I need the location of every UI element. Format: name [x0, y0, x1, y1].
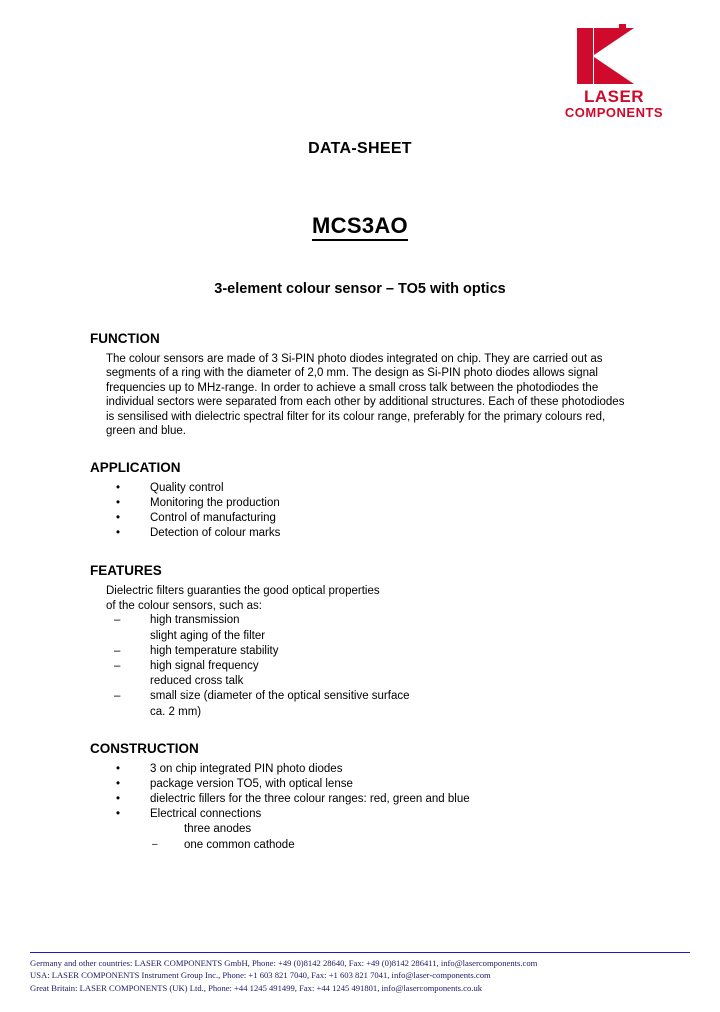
dash-marker: – — [114, 659, 121, 672]
bullet-marker: • — [116, 527, 121, 540]
footer-contact-germany: Germany and other countries: LASER COMPONENTS GmbH, Phone: +49 (0)8142 28640, Fax: +49 (0)8142 286411, info@lasercomponents.com — [30, 957, 538, 968]
dash-marker — [106, 705, 150, 720]
part-number-text: MCS3AO — [312, 213, 408, 241]
list-item — [106, 659, 632, 674]
construction-list — [90, 762, 632, 823]
list-item — [106, 705, 632, 720]
list-item — [106, 496, 632, 511]
section-heading: CONSTRUCTION — [90, 740, 199, 756]
list-item — [106, 674, 632, 689]
list-item-label: dielectric fillers for the three colour ranges: red, green and blue — [150, 793, 470, 806]
list-item-label: 3 on chip integrated PIN photo diodes — [150, 762, 343, 775]
document-body — [30, 331, 690, 853]
company-logo — [550, 24, 678, 119]
logo-triangle-top-shape — [594, 28, 634, 55]
logo-bar-shape — [577, 28, 593, 84]
footer-contact-uk: Great Britain: LASER COMPONENTS (UK) Ltd., Phone: +44 1245 491499, Fax: +44 1245 491801, info@lasercomponents.co.uk — [30, 982, 483, 993]
bullet-marker: • — [116, 762, 121, 775]
section-heading: APPLICATION — [90, 459, 181, 475]
dash-marker: – — [152, 838, 158, 850]
list-item-label: Monitoring the production — [150, 497, 280, 510]
features-list — [90, 613, 632, 719]
application-list — [90, 481, 632, 542]
list-item — [106, 526, 632, 541]
bullet-marker: • — [116, 481, 121, 494]
part-number-title — [30, 213, 690, 239]
list-item-label: slight aging of the filter — [150, 629, 266, 642]
list-item — [106, 613, 632, 628]
logo-mark-icon — [563, 24, 665, 86]
list-item-label: Quality control — [150, 481, 224, 494]
page-footer — [30, 952, 690, 994]
list-item-label: high transmission — [150, 614, 240, 627]
list-item — [106, 689, 632, 704]
footer-divider — [30, 952, 690, 953]
bullet-marker: • — [116, 512, 121, 525]
section-heading: FEATURES — [90, 562, 162, 578]
dash-marker — [106, 822, 184, 837]
footer-contact-usa: USA: LASER COMPONENTS Instrument Group Inc., Phone: +1 603 821 7040, Fax: +1 603 821 7041, info@laser-components.com — [30, 970, 491, 981]
list-item-label: reduced cross talk — [150, 675, 244, 688]
list-item — [106, 792, 632, 807]
section-heading: FUNCTION — [90, 331, 160, 346]
logo-triangle-bottom-shape — [594, 57, 634, 84]
list-item — [106, 644, 632, 659]
document-title: DATA-SHEET — [308, 140, 412, 157]
features-intro — [90, 584, 632, 614]
list-item-label: Electrical connections — [150, 808, 262, 821]
dash-marker: – — [114, 690, 121, 703]
dash-marker — [106, 674, 150, 689]
product-subtitle: 3-element colour sensor – TO5 with optics — [214, 281, 506, 297]
dash-marker: – — [114, 614, 121, 627]
list-item-label: one common cathode — [184, 838, 295, 851]
list-item-label: Control of manufacturing — [150, 512, 276, 525]
logo-text-components: COMPONENTS — [564, 104, 664, 120]
bullet-marker: • — [116, 793, 121, 806]
features-intro-line: Dielectric filters guaranties the good optical properties — [106, 584, 380, 597]
list-item — [106, 822, 632, 837]
section-construction — [90, 741, 632, 853]
list-item — [106, 777, 632, 792]
logo-square-shape — [619, 24, 626, 31]
list-item-label: package version TO5, with optical lense — [150, 777, 353, 790]
list-item-label: small size (diameter of the optical sensitive surface — [150, 690, 410, 703]
list-item — [106, 762, 632, 777]
dash-marker: – — [114, 644, 121, 657]
list-item-label: ca. 2 mm) — [150, 705, 202, 718]
dash-marker — [106, 629, 150, 644]
features-intro-line: of the colour sensors, such as: — [106, 599, 262, 612]
function-paragraph: The colour sensors are made of 3 Si-PIN photo diodes integrated on chip. They are carried out as segments of a ring with the diameter of 2,0 mm. The design as Si-PIN photo diodes allows signal frequencies up to MHz-range. In order to achieve a small cross talk between the photodiodes the individual sectors were separated from each other by additional structures. Each of these photodiodes is sensilised with dielectric spectral filter for its colour range, preferably for the primary colours red, green and blue. — [106, 353, 625, 438]
bullet-marker: • — [116, 777, 121, 790]
list-item — [106, 629, 632, 644]
list-item — [106, 511, 632, 526]
construction-sublist — [90, 822, 632, 852]
logo-text-laser: LASER — [583, 87, 645, 106]
list-item — [106, 807, 632, 822]
list-item-label: three anodes — [184, 823, 252, 836]
section-application — [90, 460, 632, 542]
list-item-label: high temperature stability — [150, 644, 279, 657]
section-features — [90, 563, 632, 720]
bullet-marker: • — [116, 497, 121, 510]
list-item — [106, 838, 632, 853]
list-item-label: high signal frequency — [150, 659, 259, 672]
list-item-label: Detection of colour marks — [150, 527, 281, 540]
list-item — [106, 481, 632, 496]
section-function — [90, 331, 632, 439]
bullet-marker: • — [116, 808, 121, 821]
